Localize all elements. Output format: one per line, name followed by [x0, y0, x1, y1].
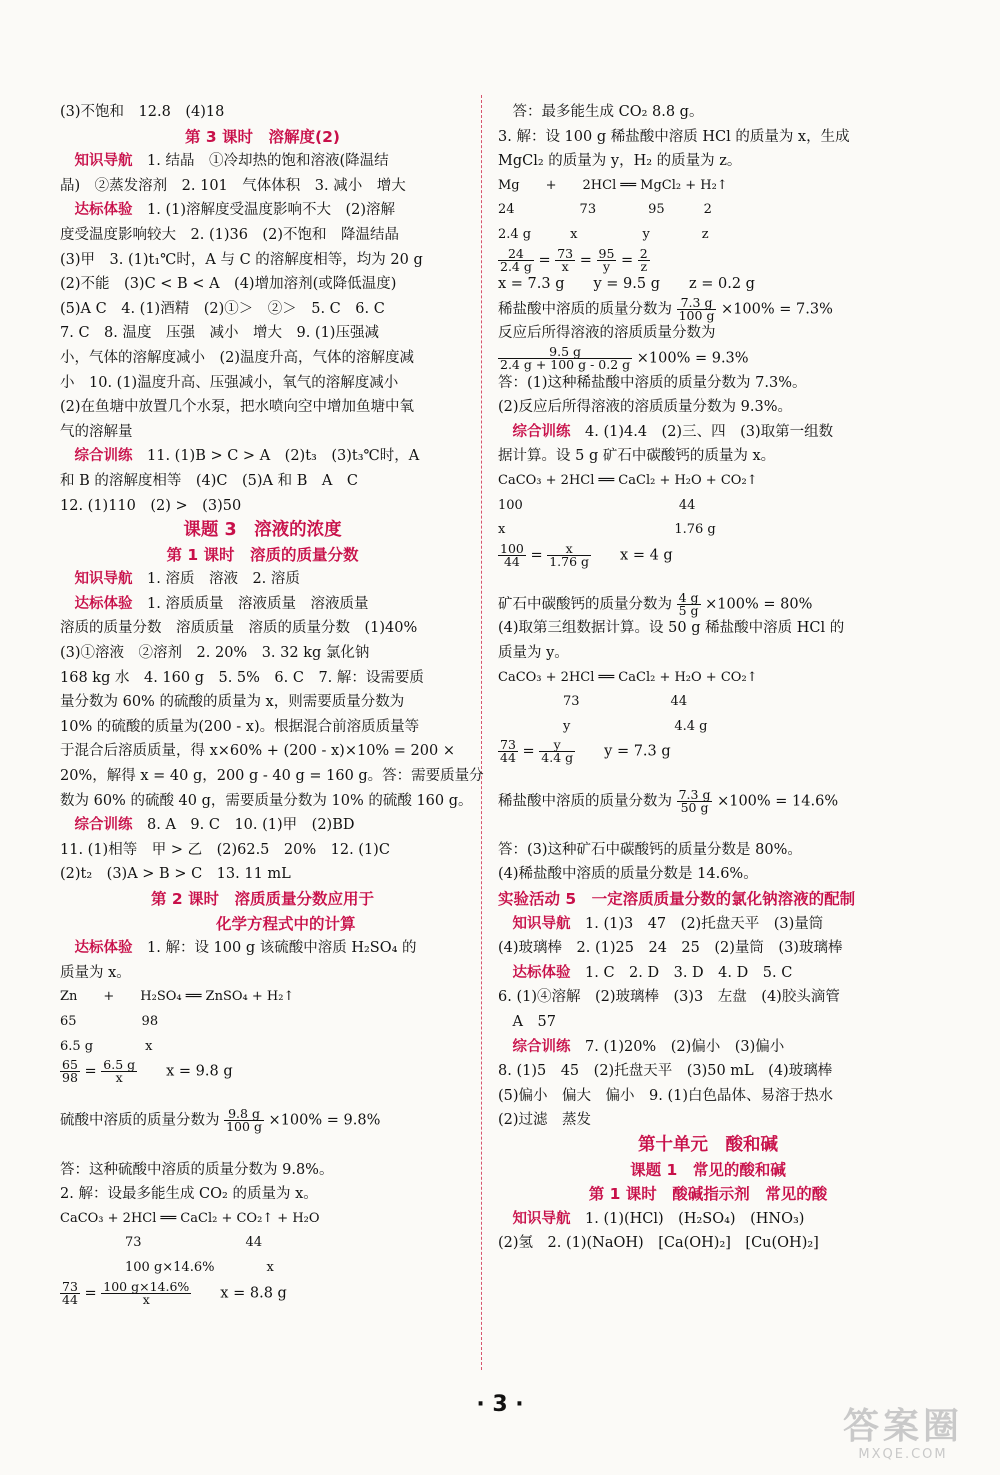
text-line: 知识导航 1. (1)3 47 (2)托盘天平 (3)量筒 [512, 915, 824, 932]
column-divider [481, 95, 482, 1370]
text-line: $\frac{73}{44}$ = $\frac{100 g\times 14.6\%}{x}$ x = 8.8 g [62, 1278, 287, 1307]
text-line: 于混合后溶质质量，得 x×60% + (200 - x)×10% = 200 × [60, 743, 455, 760]
fraction: $\frac{73}{44}$ [62, 1278, 78, 1307]
fraction: $\frac{7.3 g}{100 g}$ [678, 294, 715, 323]
text-line: CaCO₃ + 2HCl ══ CaCl₂ + H₂O + CO₂↑ [498, 472, 758, 488]
section-heading: 第十单元 酸和碱 [638, 1134, 778, 1155]
text-line: x 1.76 g [498, 522, 716, 538]
text-line: 知识导航 1. (1)(HCl) (H₂SO₄) (HNO₃) [512, 1210, 805, 1227]
text-line: 达标体验 1. (1)溶解度受温度影响不大 (2)溶解 [74, 202, 396, 219]
text-line: (2)反应后所得溶液的溶质质量分数为 9.3%。 [498, 399, 792, 416]
text-line: 综合训练 8. A 9. C 10. (1)甲 (2)BD [74, 817, 355, 834]
fraction: $\frac{x}{1.76 g}$ [549, 540, 590, 569]
text-line: 达标体验 1. 溶质质量 溶液质量 溶液质量 [74, 595, 369, 612]
text-line: 答：(3)这种矿石中碳酸钙的质量分数是 80%。 [498, 841, 802, 858]
fraction: $\frac{65}{98}$ [62, 1057, 78, 1086]
fraction: $\frac{100 g\times 14.6\%}{x}$ [103, 1278, 190, 1307]
text-line: 溶质的质量分数 溶质质量 溶质的质量分数 (1)40% [60, 620, 418, 637]
fraction: $\frac{y}{4.4 g}$ [541, 737, 574, 766]
text-line: 73 44 [60, 1235, 263, 1251]
text-line: (5)偏小 偏大 偏小 9. (1)白色晶体、易溶于热水 [498, 1087, 834, 1104]
text-line: (2)过滤 蒸发 [498, 1112, 592, 1129]
section-keyword: 达标体验 [74, 940, 133, 957]
text-line: 气的溶解量 [60, 423, 133, 440]
section-keyword: 综合训练 [74, 448, 133, 465]
text-line: 稀盐酸中溶质的质量分数为 $\frac{7.3 g}{50 g}$ ×100% = 14.6% [498, 786, 839, 815]
text-line: 3. 解：设 100 g 稀盐酸中溶质 HCl 的质量为 x，生成 [498, 128, 850, 145]
text-line: MgCl₂ 的质量为 y，H₂ 的质量为 z。 [498, 153, 742, 170]
text-line: 和 B 的溶解度相等 (4)C (5)A 和 B A C [60, 472, 358, 489]
text-line: 65 98 [60, 1013, 159, 1029]
text-line: $\frac{65}{98}$ = $\frac{6.5 g}{x}$ x = 9.8 g [62, 1057, 233, 1086]
text-line: 量分数为 60% 的硫酸的质量为 x，则需要质量分数为 [60, 694, 405, 711]
section-keyword: 综合训练 [74, 817, 133, 834]
text-line: 知识导航 1. 溶质 溶液 2. 溶质 [74, 571, 300, 588]
text-line: 168 kg 水 4. 160 g 5. 5% 6. C 7. 解：设需要质 [60, 669, 424, 686]
text-line: 达标体验 1. C 2. D 3. D 4. D 5. C [512, 964, 793, 981]
section-heading: 第 2 课时 溶质质量分数应用于 [150, 890, 375, 908]
text-line: 质量为 x。 [60, 964, 131, 981]
text-line: 73 44 [498, 694, 688, 710]
text-line: 质量为 y。 [498, 645, 569, 662]
watermark-logo [818, 1407, 988, 1465]
section-keyword: 综合训练 [512, 1038, 571, 1055]
text-line: 100 g×14.6% x [60, 1259, 274, 1275]
text-line [498, 764, 918, 789]
section-heading: 第 3 课时 溶解度(2) [184, 127, 341, 146]
text-line: 综合训练 7. (1)20% (2)偏小 (3)偏小 [512, 1038, 785, 1055]
text-line: 24 73 95 2 [498, 202, 712, 218]
text-line: 11. (1)相等 甲 > 乙 (2)62.5 20% 12. (1)C [60, 841, 390, 858]
text-line: 矿石中碳酸钙的质量分数为 $\frac{4 g}{5 g}$ ×100% = 80% [498, 589, 813, 618]
section-heading: 化学方程式中的计算 [169, 914, 356, 933]
text-line: $\frac{24}{2.4 g}$ = $\frac{73}{x}$ = $\frac{95}{y}$ = $\frac{2}{z}$ [500, 245, 648, 274]
section-keyword: 达标体验 [74, 202, 133, 219]
section-keyword: 达标体验 [74, 595, 133, 612]
text-line: 硫酸中溶质的质量分数为 $\frac{9.8 g}{100 g}$ ×100% = 9.8% [60, 1106, 381, 1135]
fraction: $\frac{73}{44}$ [500, 737, 516, 766]
text-line: (2)氢 2. (1)(NaOH) [Ca(OH)₂] [Cu(OH)₂] [498, 1235, 819, 1252]
section-keyword: 达标体验 [512, 964, 571, 981]
section-keyword: 知识导航 [512, 1210, 571, 1227]
fraction: $\frac{73}{x}$ [557, 245, 574, 274]
text-line: (2)在鱼塘中放置几个水泵，把水喷向空中增加鱼塘中氧 [60, 399, 415, 416]
text-line: 20%，解得 x = 40 g，200 g - 40 g = 160 g。答：需要质量分 [60, 768, 484, 785]
text-line: A 57 [498, 1013, 556, 1030]
right-column [498, 100, 918, 1256]
section-keyword: 知识导航 [74, 153, 133, 170]
text-line: 答：最多能生成 CO₂ 8.8 g。 [498, 104, 704, 120]
text-line: (3)不饱和 12.8 (4)18 [60, 104, 225, 120]
text-line: 综合训练 11. (1)B > C > A (2)t₃ (3)t₃℃时，A [74, 448, 420, 465]
fraction: $\frac{9.8 g}{100 g}$ [226, 1106, 262, 1135]
text-line: 度受温度影响较大 2. (1)36 (2)不饱和 降温结晶 [60, 226, 399, 243]
text-line: (2)t₂ (3)A > B > C 13. 11 mL [60, 866, 291, 883]
text-line: $\frac{100}{44}$ = $\frac{x}{1.76 g}$ x = 4 g [500, 540, 673, 569]
text-line: Mg + 2HCl ══ MgCl₂ + H₂↑ [498, 177, 728, 193]
watermark-text: 答案圈 [842, 1406, 963, 1447]
text-line: CaCO₃ + 2HCl ══ CaCl₂ + H₂O + CO₂↑ [498, 669, 758, 685]
section-heading: 课题 1 常见的酸和碱 [630, 1160, 786, 1179]
text-line: 10% 的硫酸的质量为(200 - x)。根据混合前溶质质量等 [60, 718, 420, 735]
text-line: Zn + H₂SO₄ ══ ZnSO₄ + H₂↑ [60, 989, 295, 1005]
section-keyword: 知识导航 [512, 915, 571, 932]
text-line: 8. (1)5 45 (2)托盘天平 (3)50 mL (4)玻璃棒 [498, 1063, 833, 1080]
text-line: (5)A C 4. (1)酒精 (2)①＞ ②＞ 5. C 6. C [60, 300, 385, 317]
text-line [498, 813, 918, 838]
text-line: 数为 60% 的硫酸 40 g，需要质量分数为 10% 的硫酸 160 g。 [60, 792, 473, 809]
text-line: 6.5 g x [60, 1038, 153, 1054]
text-line: (2)不能 (3)C < B < A (4)增加溶剂(或降低温度) [60, 276, 397, 293]
text-line: 稀盐酸中溶质的质量分数为 $\frac{7.3 g}{100 g}$ ×100% = 7.3% [498, 294, 833, 323]
text-line: 晶) ②蒸发溶剂 2. 101 气体体积 3. 减小 增大 [60, 177, 406, 194]
text-line [498, 567, 918, 592]
text-line [60, 1084, 465, 1109]
text-line: 6. (1)④溶解 (2)玻璃棒 (3)3 左盘 (4)胶头滴管 [498, 989, 840, 1006]
text-line: 12. (1)110 (2) > (3)50 [60, 497, 242, 514]
section-keyword: 知识导航 [74, 571, 133, 588]
text-line: 据计算。设 5 g 矿石中碳酸钙的质量为 x。 [498, 448, 776, 465]
fraction: $\frac{9.5 g}{2.4 g + 100 g - 0.2 g}$ [500, 343, 631, 372]
text-line: 2. 解：设最多能生成 CO₂ 的质量为 x。 [60, 1186, 318, 1203]
text-line: 答：(1)这种稀盐酸中溶质的质量分数为 7.3%。 [498, 374, 807, 391]
fraction: $\frac{2}{z}$ [639, 245, 648, 274]
text-line: (4)玻璃棒 2. (1)25 24 25 (2)量筒 (3)玻璃棒 [498, 940, 843, 957]
section-heading: 第 1 课时 酸碱指示剂 常见的酸 [588, 1185, 828, 1204]
section-heading: 实验活动 5 一定溶质质量分数的氯化钠溶液的配制 [498, 890, 856, 908]
text-line: 小 10. (1)温度升高、压强减小，氧气的溶解度减小 [60, 374, 399, 391]
section-keyword: 综合训练 [512, 423, 571, 440]
fraction: $\frac{24}{2.4 g}$ [500, 245, 532, 274]
text-line: $\frac{9.5 g}{2.4 g + 100 g - 0.2 g}$ ×100% = 9.3% [500, 343, 749, 372]
text-line: 达标体验 1. 解：设 100 g 该硫酸中溶质 H₂SO₄ 的 [74, 940, 417, 957]
left-column [60, 100, 484, 1307]
text-line: 答：这种硫酸中溶质的质量分数为 9.8%。 [60, 1161, 334, 1178]
text-line: 知识导航 1. 结晶 ①冷却热的饱和溶液(降温结 [74, 153, 389, 170]
section-heading: 第 1 课时 溶质的质量分数 [166, 545, 359, 564]
text-line: 7. C 8. 温度 压强 减小 增大 9. (1)压强减 [60, 325, 379, 342]
text-line: 100 44 [498, 497, 696, 513]
watermark-url: MXQE.COM [858, 1447, 948, 1462]
text-line [60, 1133, 465, 1158]
text-line: 小，气体的溶解度减小 (2)温度升高，气体的溶解度减 [60, 349, 415, 366]
fraction: $\frac{6.5 g}{x}$ [103, 1057, 136, 1086]
fraction: $\frac{7.3 g}{50 g}$ [678, 786, 711, 815]
fraction: $\frac{100}{44}$ [500, 540, 524, 569]
text-line: y 4.4 g [498, 718, 708, 734]
text-line: x = 7.3 g y = 9.5 g z = 0.2 g [498, 276, 755, 293]
fraction: $\frac{95}{y}$ [598, 245, 615, 274]
page-number: · 3 · [476, 1392, 524, 1417]
text-line: (4)稀盐酸中溶质的质量分数是 14.6%。 [498, 866, 758, 883]
section-heading: 课题 3 溶液的浓度 [183, 520, 342, 541]
text-line: (3)①溶液 ②溶剂 2. 20% 3. 32 kg 氯化钠 [60, 645, 370, 662]
text-line: 2.4 g x y z [498, 226, 709, 242]
text-line: $\frac{73}{44}$ = $\frac{y}{4.4 g}$ y = 7.3 g [500, 737, 671, 766]
text-line: CaCO₃ + 2HCl ══ CaCl₂ + CO₂↑ + H₂O [60, 1210, 320, 1226]
text-line: 反应后所得溶液的溶质质量分数为 [498, 325, 716, 342]
text-line: 综合训练 4. (1)4.4 (2)三、四 (3)取第一组数 [512, 423, 834, 440]
text-line: (4)取第三组数据计算。设 50 g 稀盐酸中溶质 HCl 的 [498, 620, 845, 637]
text-line: (3)甲 3. (1)t₁℃时，A 与 C 的溶解度相等，均为 20 g [60, 251, 423, 268]
fraction: $\frac{4 g}{5 g}$ [678, 589, 699, 618]
